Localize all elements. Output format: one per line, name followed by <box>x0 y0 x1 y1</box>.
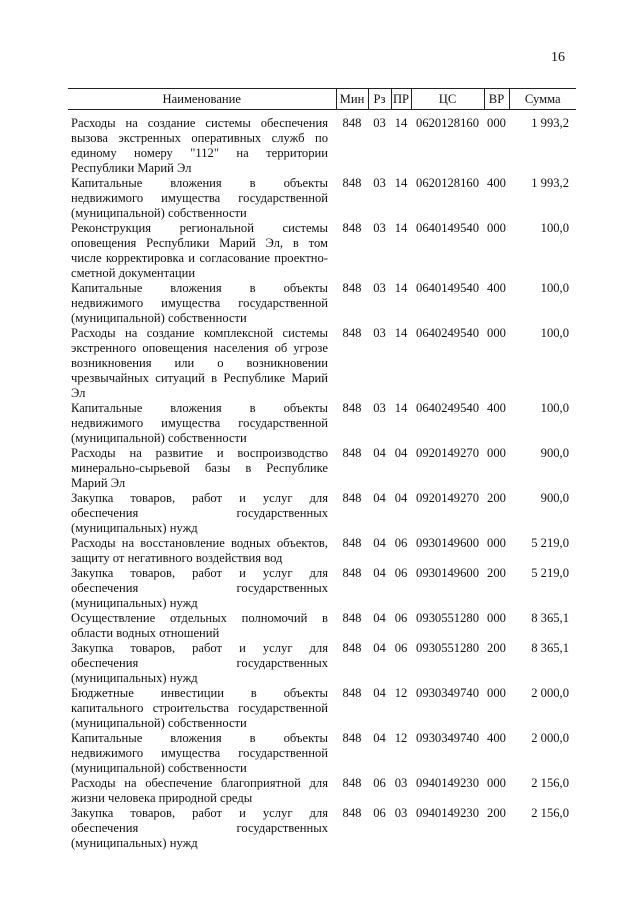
row-pr: 12 <box>394 731 408 745</box>
row-rz: 03 <box>373 401 386 415</box>
row-cs: 0930551280 <box>416 641 479 655</box>
row-rz: 06 <box>373 806 386 820</box>
row-rz: 03 <box>373 116 386 130</box>
row-vr: 400 <box>487 176 506 190</box>
table-row <box>68 110 576 177</box>
row-vr: 200 <box>487 806 506 820</box>
row-pr: 14 <box>394 176 408 190</box>
row-name: Расходы на создание комплексной системы экстренного оповещения населения об угрозе возникновения или о возникновении чрезвычайных ситуаций в Республике Марий Эл <box>71 326 328 400</box>
table-row <box>68 641 576 686</box>
row-cs: 0930349740 <box>416 686 479 700</box>
row-sum: 100,0 <box>540 401 569 415</box>
row-pr: 04 <box>394 491 408 505</box>
row-cs: 0930349740 <box>416 731 479 745</box>
row-cs: 0920149270 <box>416 446 479 460</box>
row-rz: 03 <box>373 326 386 340</box>
row-sum: 2 156,0 <box>531 776 569 790</box>
row-name: Закупка товаров, работ и услуг для обеспечения государственных (муниципальных) нужд <box>71 566 328 610</box>
row-vr: 000 <box>487 116 506 130</box>
row-name: Закупка товаров, работ и услуг для обеспечения государственных (муниципальных) нужд <box>71 491 328 535</box>
row-vr: 400 <box>487 401 506 415</box>
row-cs: 0940149230 <box>416 776 479 790</box>
row-pr: 14 <box>394 116 408 130</box>
row-vr: 000 <box>487 536 506 550</box>
row-min: 848 <box>342 776 362 790</box>
row-sum: 2 156,0 <box>531 806 569 820</box>
row-min: 848 <box>342 806 362 820</box>
row-vr: 200 <box>487 566 506 580</box>
row-name: Расходы на создание системы обеспечения вызова экстренных оперативных служб по единому номеру "112" на территории Республики Марий Эл <box>71 116 328 175</box>
row-pr: 03 <box>394 806 408 820</box>
row-sum: 100,0 <box>540 281 569 295</box>
table-row <box>68 611 576 641</box>
row-sum: 900,0 <box>540 446 569 460</box>
row-sum: 100,0 <box>540 326 569 340</box>
page-number: 16 <box>551 50 565 65</box>
row-sum: 2 000,0 <box>531 731 569 745</box>
row-sum: 8 365,1 <box>531 641 569 655</box>
row-vr: 000 <box>487 686 506 700</box>
table-row <box>68 446 576 491</box>
header-cs: ЦС <box>411 89 484 110</box>
row-min: 848 <box>342 686 362 700</box>
row-name: Расходы на обеспечение благоприятной для жизни человека природной среды <box>71 776 328 805</box>
row-min: 848 <box>342 566 362 580</box>
row-pr: 12 <box>394 686 408 700</box>
row-min: 848 <box>342 326 362 340</box>
row-cs: 0640249540 <box>416 401 479 415</box>
header-pr: ПР <box>391 89 411 110</box>
row-name: Капитальные вложения в объекты недвижимого имущества государственной (муниципальной) собственности <box>71 731 328 775</box>
row-cs: 0640149540 <box>416 221 479 235</box>
row-sum: 2 000,0 <box>531 686 569 700</box>
row-rz: 04 <box>373 446 386 460</box>
table-row <box>68 731 576 776</box>
row-cs: 0930149600 <box>416 566 479 580</box>
row-rz: 04 <box>373 566 386 580</box>
row-sum: 5 219,0 <box>531 566 569 580</box>
row-name: Реконструкция региональной системы оповещения Республики Марий Эл, в том числе корректировка и согласование проектно-сметной документации <box>71 221 328 280</box>
row-pr: 03 <box>394 776 408 790</box>
row-name: Бюджетные инвестиции в объекты капитального строительства государственной (муниципальной) собственности <box>71 686 328 730</box>
table-row <box>68 281 576 326</box>
row-pr: 06 <box>394 611 408 625</box>
row-min: 848 <box>342 116 362 130</box>
row-pr: 14 <box>394 281 408 295</box>
row-min: 848 <box>342 176 362 190</box>
row-rz: 06 <box>373 776 386 790</box>
table-row <box>68 806 576 851</box>
row-name: Расходы на восстановление водных объектов, защиту от негативного воздействия вод <box>71 536 328 565</box>
row-rz: 03 <box>373 221 386 235</box>
row-name: Закупка товаров, работ и услуг для обеспечения государственных (муниципальных) нужд <box>71 806 328 850</box>
row-rz: 04 <box>373 641 386 655</box>
row-name: Капитальные вложения в объекты недвижимого имущества государственной (муниципальной) собственности <box>71 281 328 325</box>
row-cs: 0940149230 <box>416 806 479 820</box>
row-min: 848 <box>342 491 362 505</box>
row-pr: 04 <box>394 446 408 460</box>
header-rz: Рз <box>368 89 391 110</box>
table-row <box>68 326 576 401</box>
row-cs: 0640249540 <box>416 326 479 340</box>
header-min: Мин <box>336 89 368 110</box>
table-row <box>68 536 576 566</box>
budget-table <box>68 88 576 851</box>
row-pr: 14 <box>394 326 408 340</box>
table-header-row <box>68 89 576 110</box>
row-name: Осуществление отдельных полномочий в области водных отношений <box>71 611 328 640</box>
row-vr: 000 <box>487 611 506 625</box>
row-sum: 5 219,0 <box>531 536 569 550</box>
row-sum: 1 993,2 <box>531 176 569 190</box>
row-min: 848 <box>342 401 362 415</box>
row-min: 848 <box>342 641 362 655</box>
row-pr: 06 <box>394 566 408 580</box>
row-vr: 400 <box>487 281 506 295</box>
row-name: Капитальные вложения в объекты недвижимого имущества государственной (муниципальной) собственности <box>71 401 328 445</box>
table-row <box>68 401 576 446</box>
row-name: Расходы на развитие и воспроизводство минерально-сырьевой базы в Республике Марий Эл <box>71 446 328 490</box>
row-min: 848 <box>342 536 362 550</box>
row-pr: 06 <box>394 641 408 655</box>
row-min: 848 <box>342 446 362 460</box>
row-rz: 04 <box>373 491 386 505</box>
row-pr: 14 <box>394 221 408 235</box>
row-name: Капитальные вложения в объекты недвижимого имущества государственной (муниципальной) собственности <box>71 176 328 220</box>
row-vr: 200 <box>487 641 506 655</box>
row-rz: 03 <box>373 281 386 295</box>
table-row <box>68 566 576 611</box>
header-name: Наименование <box>68 89 336 110</box>
row-min: 848 <box>342 611 362 625</box>
row-name: Закупка товаров, работ и услуг для обеспечения государственных (муниципальных) нужд <box>71 641 328 685</box>
row-cs: 0640149540 <box>416 281 479 295</box>
row-cs: 0930149600 <box>416 536 479 550</box>
table-row <box>68 686 576 731</box>
row-min: 848 <box>342 731 362 745</box>
row-cs: 0620128160 <box>416 176 479 190</box>
row-sum: 1 993,2 <box>531 116 569 130</box>
row-vr: 000 <box>487 446 506 460</box>
header-sum: Сумма <box>509 89 576 110</box>
header-vr: ВР <box>484 89 509 110</box>
row-rz: 03 <box>373 176 386 190</box>
row-cs: 0620128160 <box>416 116 479 130</box>
table-row <box>68 776 576 806</box>
row-vr: 200 <box>487 491 506 505</box>
row-sum: 100,0 <box>540 221 569 235</box>
row-pr: 06 <box>394 536 408 550</box>
row-rz: 04 <box>373 731 386 745</box>
row-vr: 400 <box>487 731 506 745</box>
row-rz: 04 <box>373 611 386 625</box>
row-vr: 000 <box>487 326 506 340</box>
row-vr: 000 <box>487 221 506 235</box>
row-cs: 0930551280 <box>416 611 479 625</box>
row-sum: 900,0 <box>540 491 569 505</box>
table-row <box>68 221 576 281</box>
row-min: 848 <box>342 281 362 295</box>
row-vr: 000 <box>487 776 506 790</box>
table-row <box>68 176 576 221</box>
row-rz: 04 <box>373 686 386 700</box>
table-row <box>68 491 576 536</box>
row-min: 848 <box>342 221 362 235</box>
row-sum: 8 365,1 <box>531 611 569 625</box>
row-cs: 0920149270 <box>416 491 479 505</box>
row-rz: 04 <box>373 536 386 550</box>
row-pr: 14 <box>394 401 408 415</box>
